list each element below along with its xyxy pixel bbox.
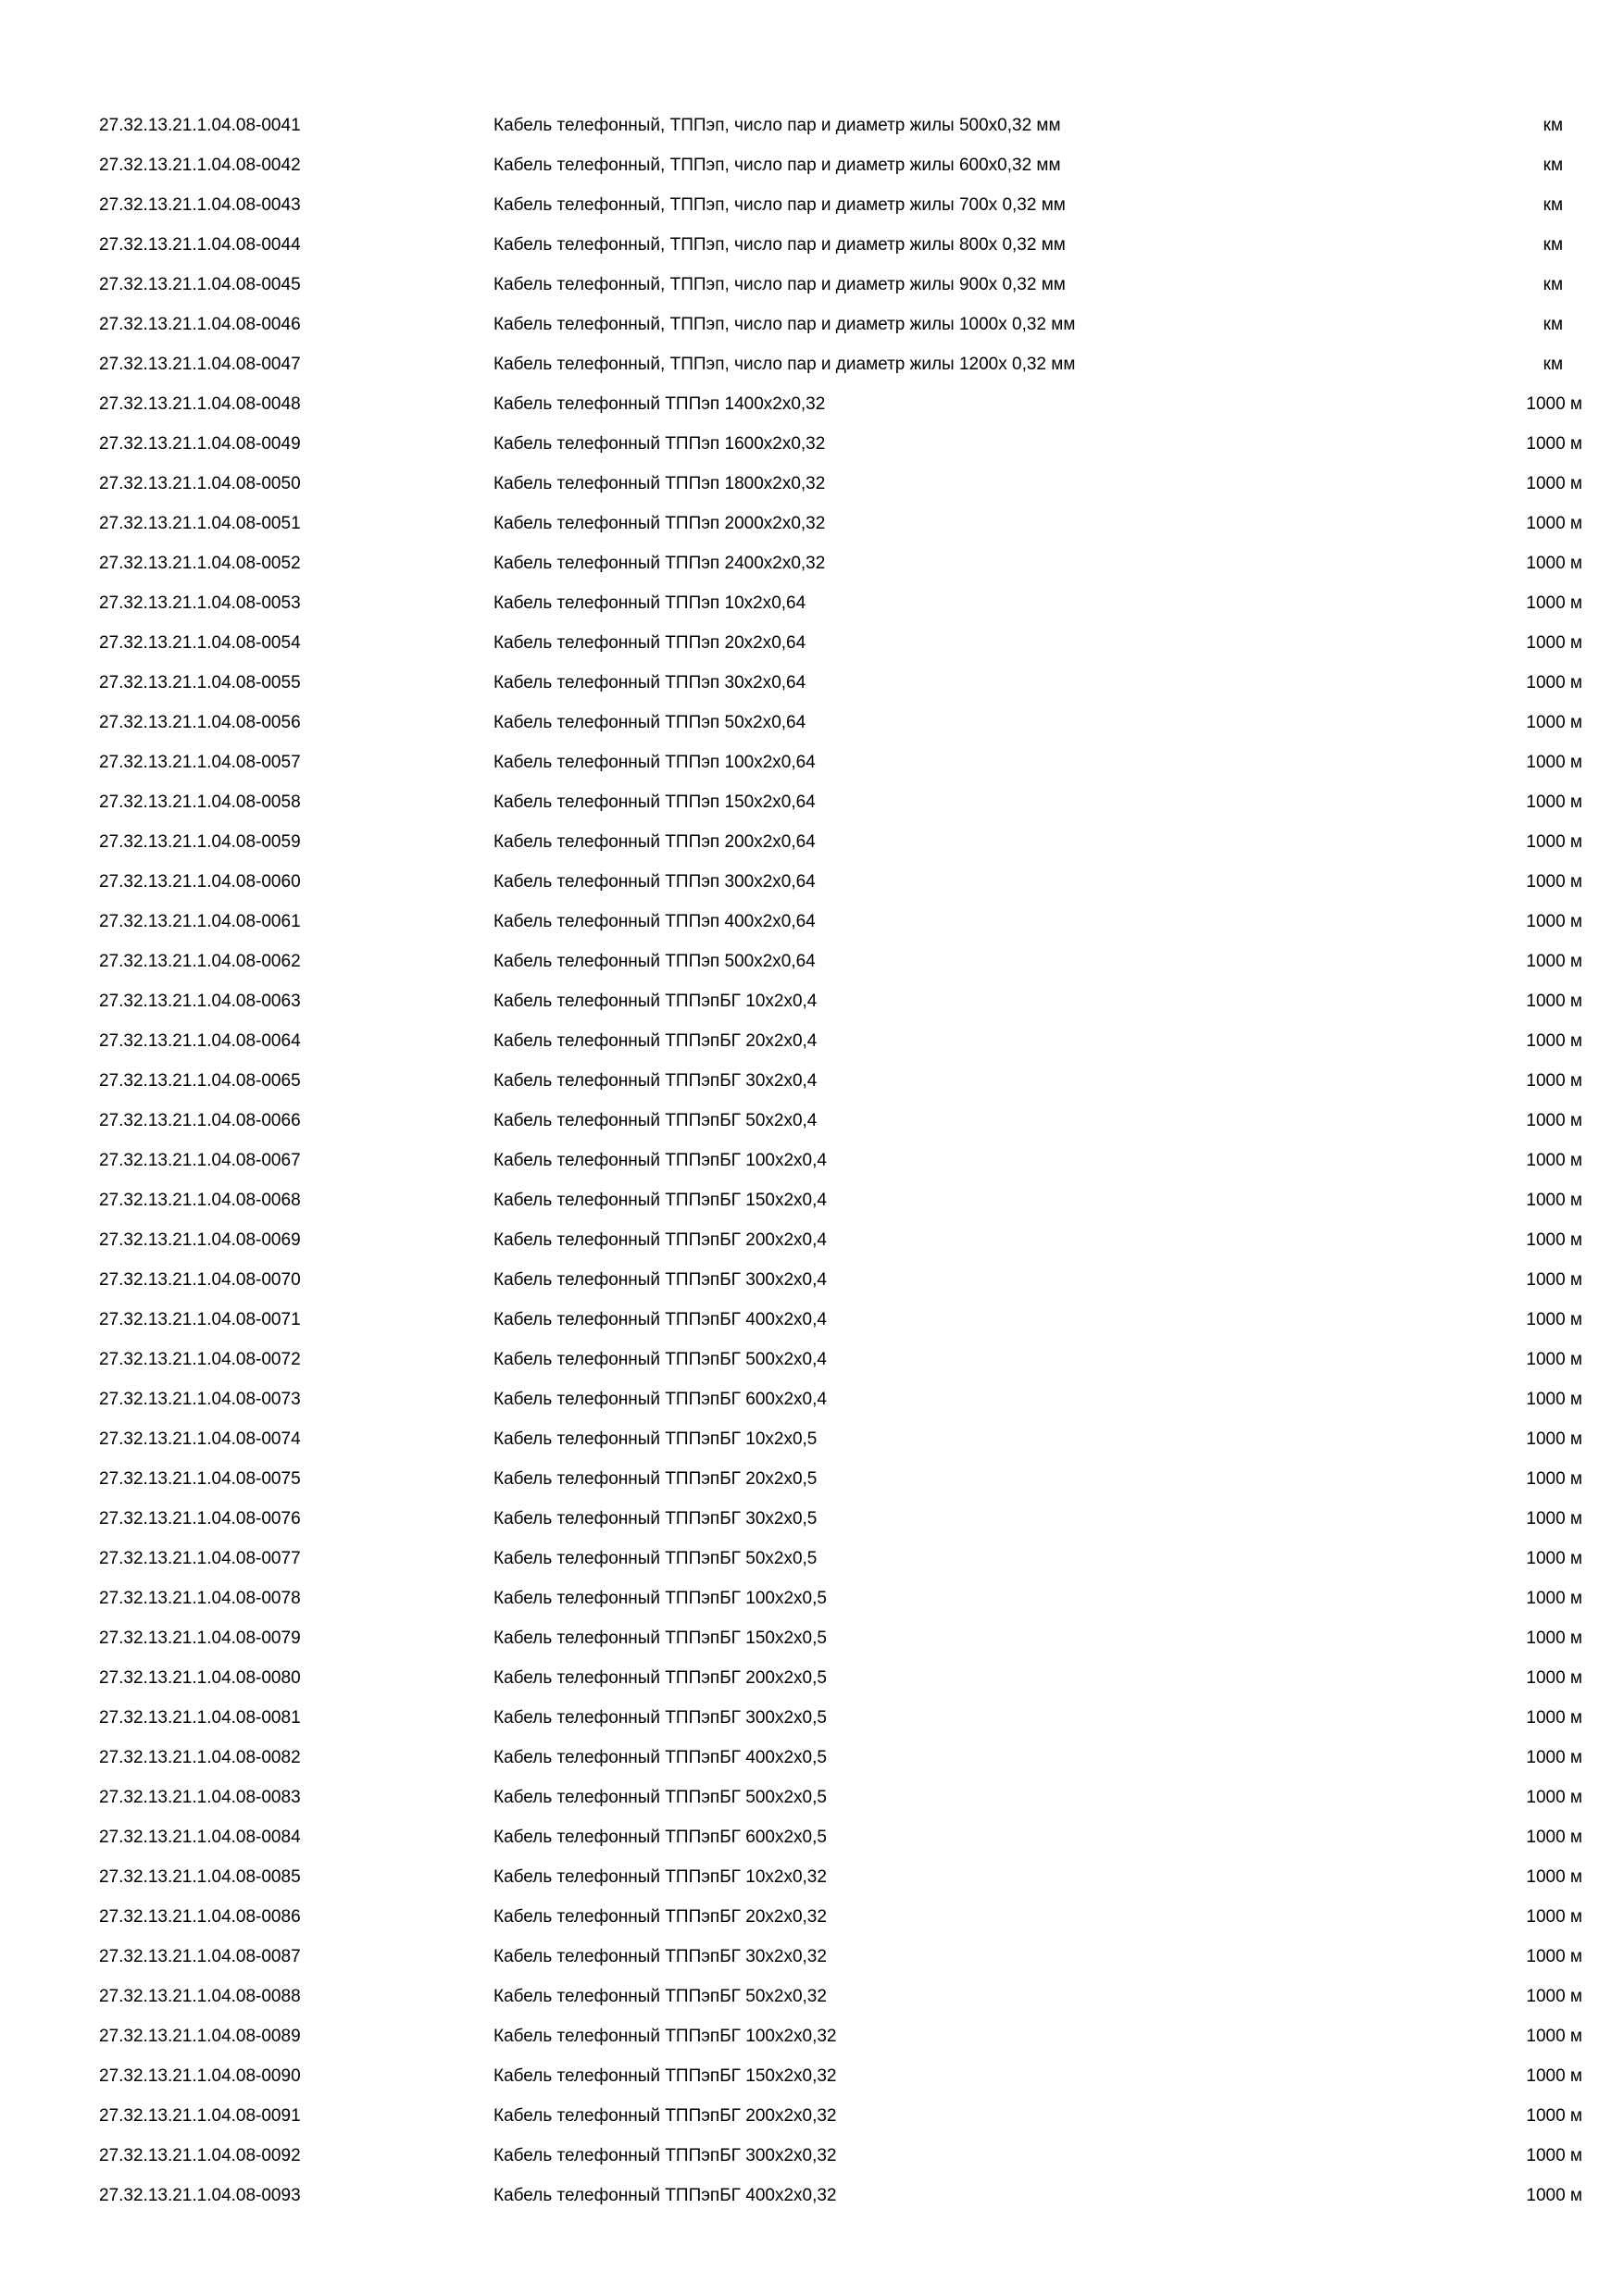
list-item bbox=[0, 1698, 1624, 1738]
item-code: 27.32.13.21.1.04.08-0072 bbox=[99, 1350, 301, 1369]
list-item bbox=[0, 265, 1624, 305]
list-item bbox=[0, 1180, 1624, 1220]
item-code: 27.32.13.21.1.04.08-0089 bbox=[99, 2027, 301, 2046]
list-item bbox=[0, 185, 1624, 225]
item-unit: 1000 м bbox=[1526, 1390, 1582, 1409]
item-unit: 1000 м bbox=[1526, 912, 1582, 931]
item-unit: 1000 м bbox=[1526, 1867, 1582, 1887]
item-name: Кабель телефонный, ТППэп, число пар и диаметр жилы 1200х 0,32 мм bbox=[493, 355, 1076, 374]
item-code: 27.32.13.21.1.04.08-0084 bbox=[99, 1828, 301, 1847]
item-code: 27.32.13.21.1.04.08-0088 bbox=[99, 1987, 301, 2006]
item-name: Кабель телефонный ТППэпБГ 100х2х0,5 bbox=[493, 1589, 827, 1608]
list-item bbox=[0, 1340, 1624, 1379]
item-unit: 1000 м bbox=[1526, 1350, 1582, 1369]
item-code: 27.32.13.21.1.04.08-0045 bbox=[99, 275, 301, 294]
item-code: 27.32.13.21.1.04.08-0042 bbox=[99, 156, 301, 175]
item-unit: 1000 м bbox=[1526, 1031, 1582, 1051]
item-code: 27.32.13.21.1.04.08-0080 bbox=[99, 1668, 301, 1688]
item-name: Кабель телефонный ТППэпБГ 600х2х0,5 bbox=[493, 1828, 827, 1847]
item-code: 27.32.13.21.1.04.08-0091 bbox=[99, 2106, 301, 2126]
list-item bbox=[0, 2176, 1624, 2215]
item-code: 27.32.13.21.1.04.08-0058 bbox=[99, 792, 301, 812]
list-item bbox=[0, 1658, 1624, 1698]
item-unit: 1000 м bbox=[1526, 1549, 1582, 1568]
item-name: Кабель телефонный ТППэпБГ 100х2х0,32 bbox=[493, 2027, 837, 2046]
item-name: Кабель телефонный ТППэпБГ 150х2х0,5 bbox=[493, 1628, 827, 1648]
item-code: 27.32.13.21.1.04.08-0043 bbox=[99, 195, 301, 215]
item-name: Кабель телефонный ТППэп 20х2х0,64 bbox=[493, 633, 806, 653]
item-name: Кабель телефонный ТППэпБГ 10х2х0,4 bbox=[493, 992, 818, 1011]
item-unit: 1000 м bbox=[1526, 1111, 1582, 1130]
item-code: 27.32.13.21.1.04.08-0064 bbox=[99, 1031, 301, 1051]
item-name: Кабель телефонный ТППэпБГ 400х2х0,4 bbox=[493, 1310, 827, 1329]
item-code: 27.32.13.21.1.04.08-0075 bbox=[99, 1469, 301, 1489]
item-code: 27.32.13.21.1.04.08-0046 bbox=[99, 315, 301, 334]
item-unit: 1000 м bbox=[1526, 713, 1582, 732]
item-unit: 1000 м bbox=[1526, 1668, 1582, 1688]
list-item bbox=[0, 822, 1624, 862]
item-unit: 1000 м bbox=[1526, 792, 1582, 812]
list-item bbox=[0, 902, 1624, 942]
item-name: Кабель телефонный, ТППэп, число пар и диаметр жилы 800х 0,32 мм bbox=[493, 235, 1066, 255]
item-code: 27.32.13.21.1.04.08-0069 bbox=[99, 1230, 301, 1250]
item-name: Кабель телефонный ТППэпБГ 10х2х0,32 bbox=[493, 1867, 827, 1887]
item-name: Кабель телефонный ТППэпБГ 20х2х0,4 bbox=[493, 1031, 818, 1051]
item-unit: 1000 м bbox=[1526, 2186, 1582, 2205]
item-code: 27.32.13.21.1.04.08-0081 bbox=[99, 1708, 301, 1728]
item-name: Кабель телефонный ТППэпБГ 10х2х0,5 bbox=[493, 1429, 818, 1449]
item-unit: 1000 м bbox=[1526, 1191, 1582, 1210]
item-unit: 1000 м bbox=[1526, 872, 1582, 892]
item-unit: 1000 м bbox=[1526, 394, 1582, 414]
list-item bbox=[0, 623, 1624, 663]
list-item bbox=[0, 1937, 1624, 1977]
item-unit: 1000 м bbox=[1526, 2066, 1582, 2086]
item-unit: 1000 м bbox=[1526, 1828, 1582, 1847]
item-name: Кабель телефонный ТППэп 400х2х0,64 bbox=[493, 912, 816, 931]
list-item bbox=[0, 2136, 1624, 2176]
item-name: Кабель телефонный ТППэп 1800х2х0,32 bbox=[493, 474, 826, 493]
item-code: 27.32.13.21.1.04.08-0078 bbox=[99, 1589, 301, 1608]
list-item bbox=[0, 145, 1624, 185]
item-name: Кабель телефонный ТППэпБГ 150х2х0,4 bbox=[493, 1191, 827, 1210]
item-unit: 1000 м bbox=[1526, 434, 1582, 454]
item-code: 27.32.13.21.1.04.08-0055 bbox=[99, 673, 301, 693]
item-name: Кабель телефонный, ТППэп, число пар и диаметр жилы 1000х 0,32 мм bbox=[493, 315, 1076, 334]
item-unit: 1000 м bbox=[1526, 2027, 1582, 2046]
item-unit: км bbox=[1543, 235, 1563, 255]
item-code: 27.32.13.21.1.04.08-0054 bbox=[99, 633, 301, 653]
list-item bbox=[0, 1857, 1624, 1897]
item-code: 27.32.13.21.1.04.08-0093 bbox=[99, 2186, 301, 2205]
item-code: 27.32.13.21.1.04.08-0063 bbox=[99, 992, 301, 1011]
item-unit: 1000 м bbox=[1526, 1907, 1582, 1927]
item-unit: 1000 м bbox=[1526, 1589, 1582, 1608]
item-code: 27.32.13.21.1.04.08-0061 bbox=[99, 912, 301, 931]
item-name: Кабель телефонный ТППэпБГ 20х2х0,32 bbox=[493, 1907, 827, 1927]
item-code: 27.32.13.21.1.04.08-0079 bbox=[99, 1628, 301, 1648]
item-unit: 1000 м bbox=[1526, 2106, 1582, 2126]
item-code: 27.32.13.21.1.04.08-0060 bbox=[99, 872, 301, 892]
list-item bbox=[0, 106, 1624, 145]
list-item bbox=[0, 1101, 1624, 1141]
list-item bbox=[0, 981, 1624, 1021]
item-code: 27.32.13.21.1.04.08-0090 bbox=[99, 2066, 301, 2086]
item-name: Кабель телефонный ТППэп 200х2х0,64 bbox=[493, 832, 816, 852]
item-name: Кабель телефонный ТППэп 300х2х0,64 bbox=[493, 872, 816, 892]
item-name: Кабель телефонный ТППэпБГ 150х2х0,32 bbox=[493, 2066, 837, 2086]
item-name: Кабель телефонный, ТППэп, число пар и диаметр жилы 900х 0,32 мм bbox=[493, 275, 1066, 294]
item-unit: км bbox=[1543, 195, 1563, 215]
item-name: Кабель телефонный ТППэпБГ 50х2х0,4 bbox=[493, 1111, 818, 1130]
list-item bbox=[0, 1260, 1624, 1300]
list-item bbox=[0, 1419, 1624, 1459]
item-code: 27.32.13.21.1.04.08-0082 bbox=[99, 1748, 301, 1767]
item-name: Кабель телефонный ТППэпБГ 30х2х0,32 bbox=[493, 1947, 827, 1966]
list-item bbox=[0, 2096, 1624, 2136]
item-unit: 1000 м bbox=[1526, 1310, 1582, 1329]
item-name: Кабель телефонный ТППэпБГ 400х2х0,5 bbox=[493, 1748, 827, 1767]
item-code: 27.32.13.21.1.04.08-0066 bbox=[99, 1111, 301, 1130]
item-code: 27.32.13.21.1.04.08-0077 bbox=[99, 1549, 301, 1568]
item-unit: 1000 м bbox=[1526, 753, 1582, 772]
item-name: Кабель телефонный ТППэп 100х2х0,64 bbox=[493, 753, 816, 772]
item-code: 27.32.13.21.1.04.08-0067 bbox=[99, 1151, 301, 1170]
item-unit: 1000 м bbox=[1526, 633, 1582, 653]
item-name: Кабель телефонный ТППэпБГ 600х2х0,4 bbox=[493, 1390, 827, 1409]
list-item bbox=[0, 1220, 1624, 1260]
item-code: 27.32.13.21.1.04.08-0092 bbox=[99, 2146, 301, 2165]
list-item bbox=[0, 424, 1624, 464]
item-unit: 1000 м bbox=[1526, 1987, 1582, 2006]
item-name: Кабель телефонный ТППэпБГ 20х2х0,5 bbox=[493, 1469, 818, 1489]
list-item bbox=[0, 2016, 1624, 2056]
list-item bbox=[0, 543, 1624, 583]
item-name: Кабель телефонный ТППэпБГ 500х2х0,5 bbox=[493, 1788, 827, 1807]
item-unit: 1000 м bbox=[1526, 474, 1582, 493]
item-name: Кабель телефонный ТППэпБГ 50х2х0,5 bbox=[493, 1549, 818, 1568]
item-unit: 1000 м bbox=[1526, 1788, 1582, 1807]
item-code: 27.32.13.21.1.04.08-0041 bbox=[99, 116, 301, 135]
list-item bbox=[0, 703, 1624, 742]
list-item bbox=[0, 1738, 1624, 1778]
list-item bbox=[0, 305, 1624, 344]
item-unit: 1000 м bbox=[1526, 514, 1582, 533]
item-name: Кабель телефонный ТППэпБГ 50х2х0,32 bbox=[493, 1987, 827, 2006]
item-code: 27.32.13.21.1.04.08-0051 bbox=[99, 514, 301, 533]
item-code: 27.32.13.21.1.04.08-0050 bbox=[99, 474, 301, 493]
item-code: 27.32.13.21.1.04.08-0086 bbox=[99, 1907, 301, 1927]
list-item bbox=[0, 1459, 1624, 1499]
item-unit: км bbox=[1543, 116, 1563, 135]
item-code: 27.32.13.21.1.04.08-0056 bbox=[99, 713, 301, 732]
item-code: 27.32.13.21.1.04.08-0053 bbox=[99, 593, 301, 613]
item-code: 27.32.13.21.1.04.08-0087 bbox=[99, 1947, 301, 1966]
item-code: 27.32.13.21.1.04.08-0057 bbox=[99, 753, 301, 772]
item-unit: км bbox=[1543, 156, 1563, 175]
item-unit: 1000 м bbox=[1526, 1708, 1582, 1728]
item-code: 27.32.13.21.1.04.08-0083 bbox=[99, 1788, 301, 1807]
item-unit: 1000 м bbox=[1526, 832, 1582, 852]
list-item bbox=[0, 344, 1624, 384]
item-name: Кабель телефонный, ТППэп, число пар и диаметр жилы 600х0,32 мм bbox=[493, 156, 1061, 175]
item-code: 27.32.13.21.1.04.08-0076 bbox=[99, 1509, 301, 1529]
item-code: 27.32.13.21.1.04.08-0047 bbox=[99, 355, 301, 374]
item-unit: км bbox=[1543, 315, 1563, 334]
list-item bbox=[0, 384, 1624, 424]
item-name: Кабель телефонный, ТППэп, число пар и диаметр жилы 500х0,32 мм bbox=[493, 116, 1061, 135]
list-item bbox=[0, 862, 1624, 902]
item-name: Кабель телефонный ТППэпБГ 30х2х0,4 bbox=[493, 1071, 818, 1091]
list-item bbox=[0, 1300, 1624, 1340]
item-code: 27.32.13.21.1.04.08-0049 bbox=[99, 434, 301, 454]
item-unit: 1000 м bbox=[1526, 593, 1582, 613]
item-name: Кабель телефонный ТППэпБГ 300х2х0,4 bbox=[493, 1270, 827, 1290]
item-name: Кабель телефонный ТППэп 150х2х0,64 bbox=[493, 792, 816, 812]
item-name: Кабель телефонный ТППэп 50х2х0,64 bbox=[493, 713, 806, 732]
list-item bbox=[0, 583, 1624, 623]
item-unit: 1000 м bbox=[1526, 1947, 1582, 1966]
item-name: Кабель телефонный, ТППэп, число пар и диаметр жилы 700х 0,32 мм bbox=[493, 195, 1066, 215]
list-item bbox=[0, 663, 1624, 703]
item-name: Кабель телефонный ТППэпБГ 200х2х0,4 bbox=[493, 1230, 827, 1250]
item-unit: 1000 м bbox=[1526, 1748, 1582, 1767]
item-unit: 1000 м bbox=[1526, 1270, 1582, 1290]
item-name: Кабель телефонный ТППэп 2400х2х0,32 bbox=[493, 554, 826, 573]
item-unit: 1000 м bbox=[1526, 1469, 1582, 1489]
list-item bbox=[0, 1379, 1624, 1419]
list-item bbox=[0, 1021, 1624, 1061]
item-code: 27.32.13.21.1.04.08-0068 bbox=[99, 1191, 301, 1210]
list-item bbox=[0, 225, 1624, 265]
item-unit: 1000 м bbox=[1526, 1509, 1582, 1529]
list-item bbox=[0, 1977, 1624, 2016]
item-code: 27.32.13.21.1.04.08-0048 bbox=[99, 394, 301, 414]
list-item bbox=[0, 1897, 1624, 1937]
item-unit: 1000 м bbox=[1526, 1628, 1582, 1648]
item-name: Кабель телефонный ТППэп 30х2х0,64 bbox=[493, 673, 806, 693]
item-unit: 1000 м bbox=[1526, 2146, 1582, 2165]
item-code: 27.32.13.21.1.04.08-0070 bbox=[99, 1270, 301, 1290]
item-code: 27.32.13.21.1.04.08-0044 bbox=[99, 235, 301, 255]
list-item bbox=[0, 782, 1624, 822]
item-unit: км bbox=[1543, 275, 1563, 294]
item-code: 27.32.13.21.1.04.08-0085 bbox=[99, 1867, 301, 1887]
item-unit: км bbox=[1543, 355, 1563, 374]
list-item bbox=[0, 1539, 1624, 1578]
item-name: Кабель телефонный ТППэп 1400х2х0,32 bbox=[493, 394, 826, 414]
item-unit: 1000 м bbox=[1526, 1429, 1582, 1449]
list-item bbox=[0, 1778, 1624, 1817]
list-item bbox=[0, 1618, 1624, 1658]
item-name: Кабель телефонный ТППэп 10х2х0,64 bbox=[493, 593, 806, 613]
item-name: Кабель телефонный ТППэп 500х2х0,64 bbox=[493, 952, 816, 971]
item-name: Кабель телефонный ТППэпБГ 200х2х0,5 bbox=[493, 1668, 827, 1688]
list-item bbox=[0, 1141, 1624, 1180]
item-name: Кабель телефонный ТППэпБГ 200х2х0,32 bbox=[493, 2106, 837, 2126]
item-code: 27.32.13.21.1.04.08-0065 bbox=[99, 1071, 301, 1091]
item-code: 27.32.13.21.1.04.08-0071 bbox=[99, 1310, 301, 1329]
item-unit: 1000 м bbox=[1526, 992, 1582, 1011]
item-unit: 1000 м bbox=[1526, 673, 1582, 693]
list-item bbox=[0, 1061, 1624, 1101]
item-code: 27.32.13.21.1.04.08-0073 bbox=[99, 1390, 301, 1409]
item-name: Кабель телефонный ТППэп 2000х2х0,32 bbox=[493, 514, 826, 533]
item-name: Кабель телефонный ТППэпБГ 100х2х0,4 bbox=[493, 1151, 827, 1170]
item-name: Кабель телефонный ТППэпБГ 300х2х0,32 bbox=[493, 2146, 837, 2165]
list-item bbox=[0, 942, 1624, 981]
item-name: Кабель телефонный ТППэпБГ 30х2х0,5 bbox=[493, 1509, 818, 1529]
item-code: 27.32.13.21.1.04.08-0059 bbox=[99, 832, 301, 852]
list-item bbox=[0, 1578, 1624, 1618]
list-item bbox=[0, 464, 1624, 504]
item-list bbox=[0, 106, 1624, 2215]
list-item bbox=[0, 504, 1624, 543]
list-item bbox=[0, 2056, 1624, 2096]
item-code: 27.32.13.21.1.04.08-0062 bbox=[99, 952, 301, 971]
item-unit: 1000 м bbox=[1526, 1230, 1582, 1250]
list-item bbox=[0, 1817, 1624, 1857]
item-name: Кабель телефонный ТППэп 1600х2х0,32 bbox=[493, 434, 826, 454]
list-item bbox=[0, 1499, 1624, 1539]
item-unit: 1000 м bbox=[1526, 952, 1582, 971]
item-unit: 1000 м bbox=[1526, 1071, 1582, 1091]
item-code: 27.32.13.21.1.04.08-0052 bbox=[99, 554, 301, 573]
item-name: Кабель телефонный ТППэпБГ 300х2х0,5 bbox=[493, 1708, 827, 1728]
item-name: Кабель телефонный ТППэпБГ 500х2х0,4 bbox=[493, 1350, 827, 1369]
item-unit: 1000 м bbox=[1526, 1151, 1582, 1170]
list-item bbox=[0, 742, 1624, 782]
item-unit: 1000 м bbox=[1526, 554, 1582, 573]
item-code: 27.32.13.21.1.04.08-0074 bbox=[99, 1429, 301, 1449]
item-name: Кабель телефонный ТППэпБГ 400х2х0,32 bbox=[493, 2186, 837, 2205]
